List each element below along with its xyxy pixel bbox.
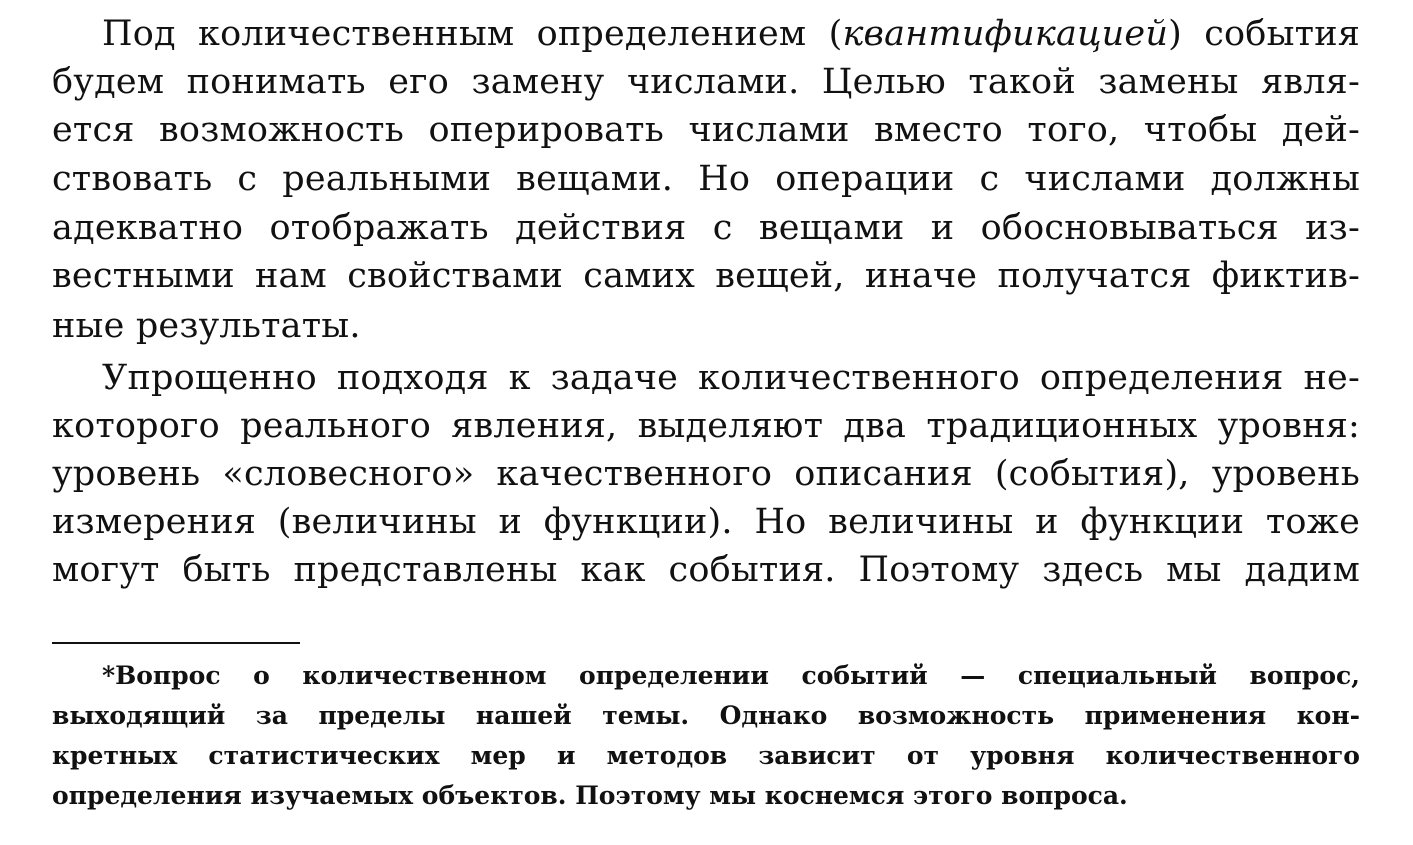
paragraph-2-line-5: могут быть представлены как события. Поэтому здесь мы дадим [52, 550, 1360, 590]
paragraph-2-line-4: измерения (величины и функции). Но величины и функции тоже [52, 502, 1360, 542]
footnote-line-3: кретных статистических мер и методов зависит от уровня количественного [52, 741, 1360, 770]
footnote-line-2: выходящий за пределы нашей темы. Однако возможность применения кон- [52, 701, 1360, 730]
paragraph-2-line-1: Упрощенно подходя к задаче количественного определения не- [102, 358, 1360, 398]
paragraph-1-line-7: ные результаты. [52, 306, 361, 346]
paragraph-1-line-3: ется возможность оперировать числами вместо того, чтобы дей- [52, 110, 1360, 150]
paragraph-1-line-5: адекватно отображать действия с вещами и обосновываться из- [52, 208, 1360, 248]
footnote-separator [52, 642, 300, 644]
italic-term: квантификацией [842, 14, 1169, 54]
paragraph-1-line-6: вестными нам свойствами самих вещей, иначе получатся фиктив- [52, 256, 1360, 296]
paragraph-2-line-3: уровень «словесного» качественного описания (события), уровень [52, 454, 1360, 494]
text-span: ) события [1168, 14, 1360, 54]
footnote-line-4: определения изучаемых объектов. Поэтому мы коснемся этого вопроса. [52, 781, 1128, 810]
paragraph-1-line-4: ствовать с реальными вещами. Но операции с числами должны [52, 159, 1360, 199]
text-span: Под количественным определением ( [102, 14, 843, 54]
paragraph-1-line-1 [52, 10, 1360, 58]
paragraph-2-line-2: которого реального явления, выделяют два традиционных уровня: [52, 406, 1360, 446]
footnote-line-1: *Вопрос о количественном определении событий — специальный вопрос, [102, 661, 1360, 690]
paragraph-1-line-2: будем понимать его замену числами. Целью такой замены явля- [52, 62, 1360, 102]
